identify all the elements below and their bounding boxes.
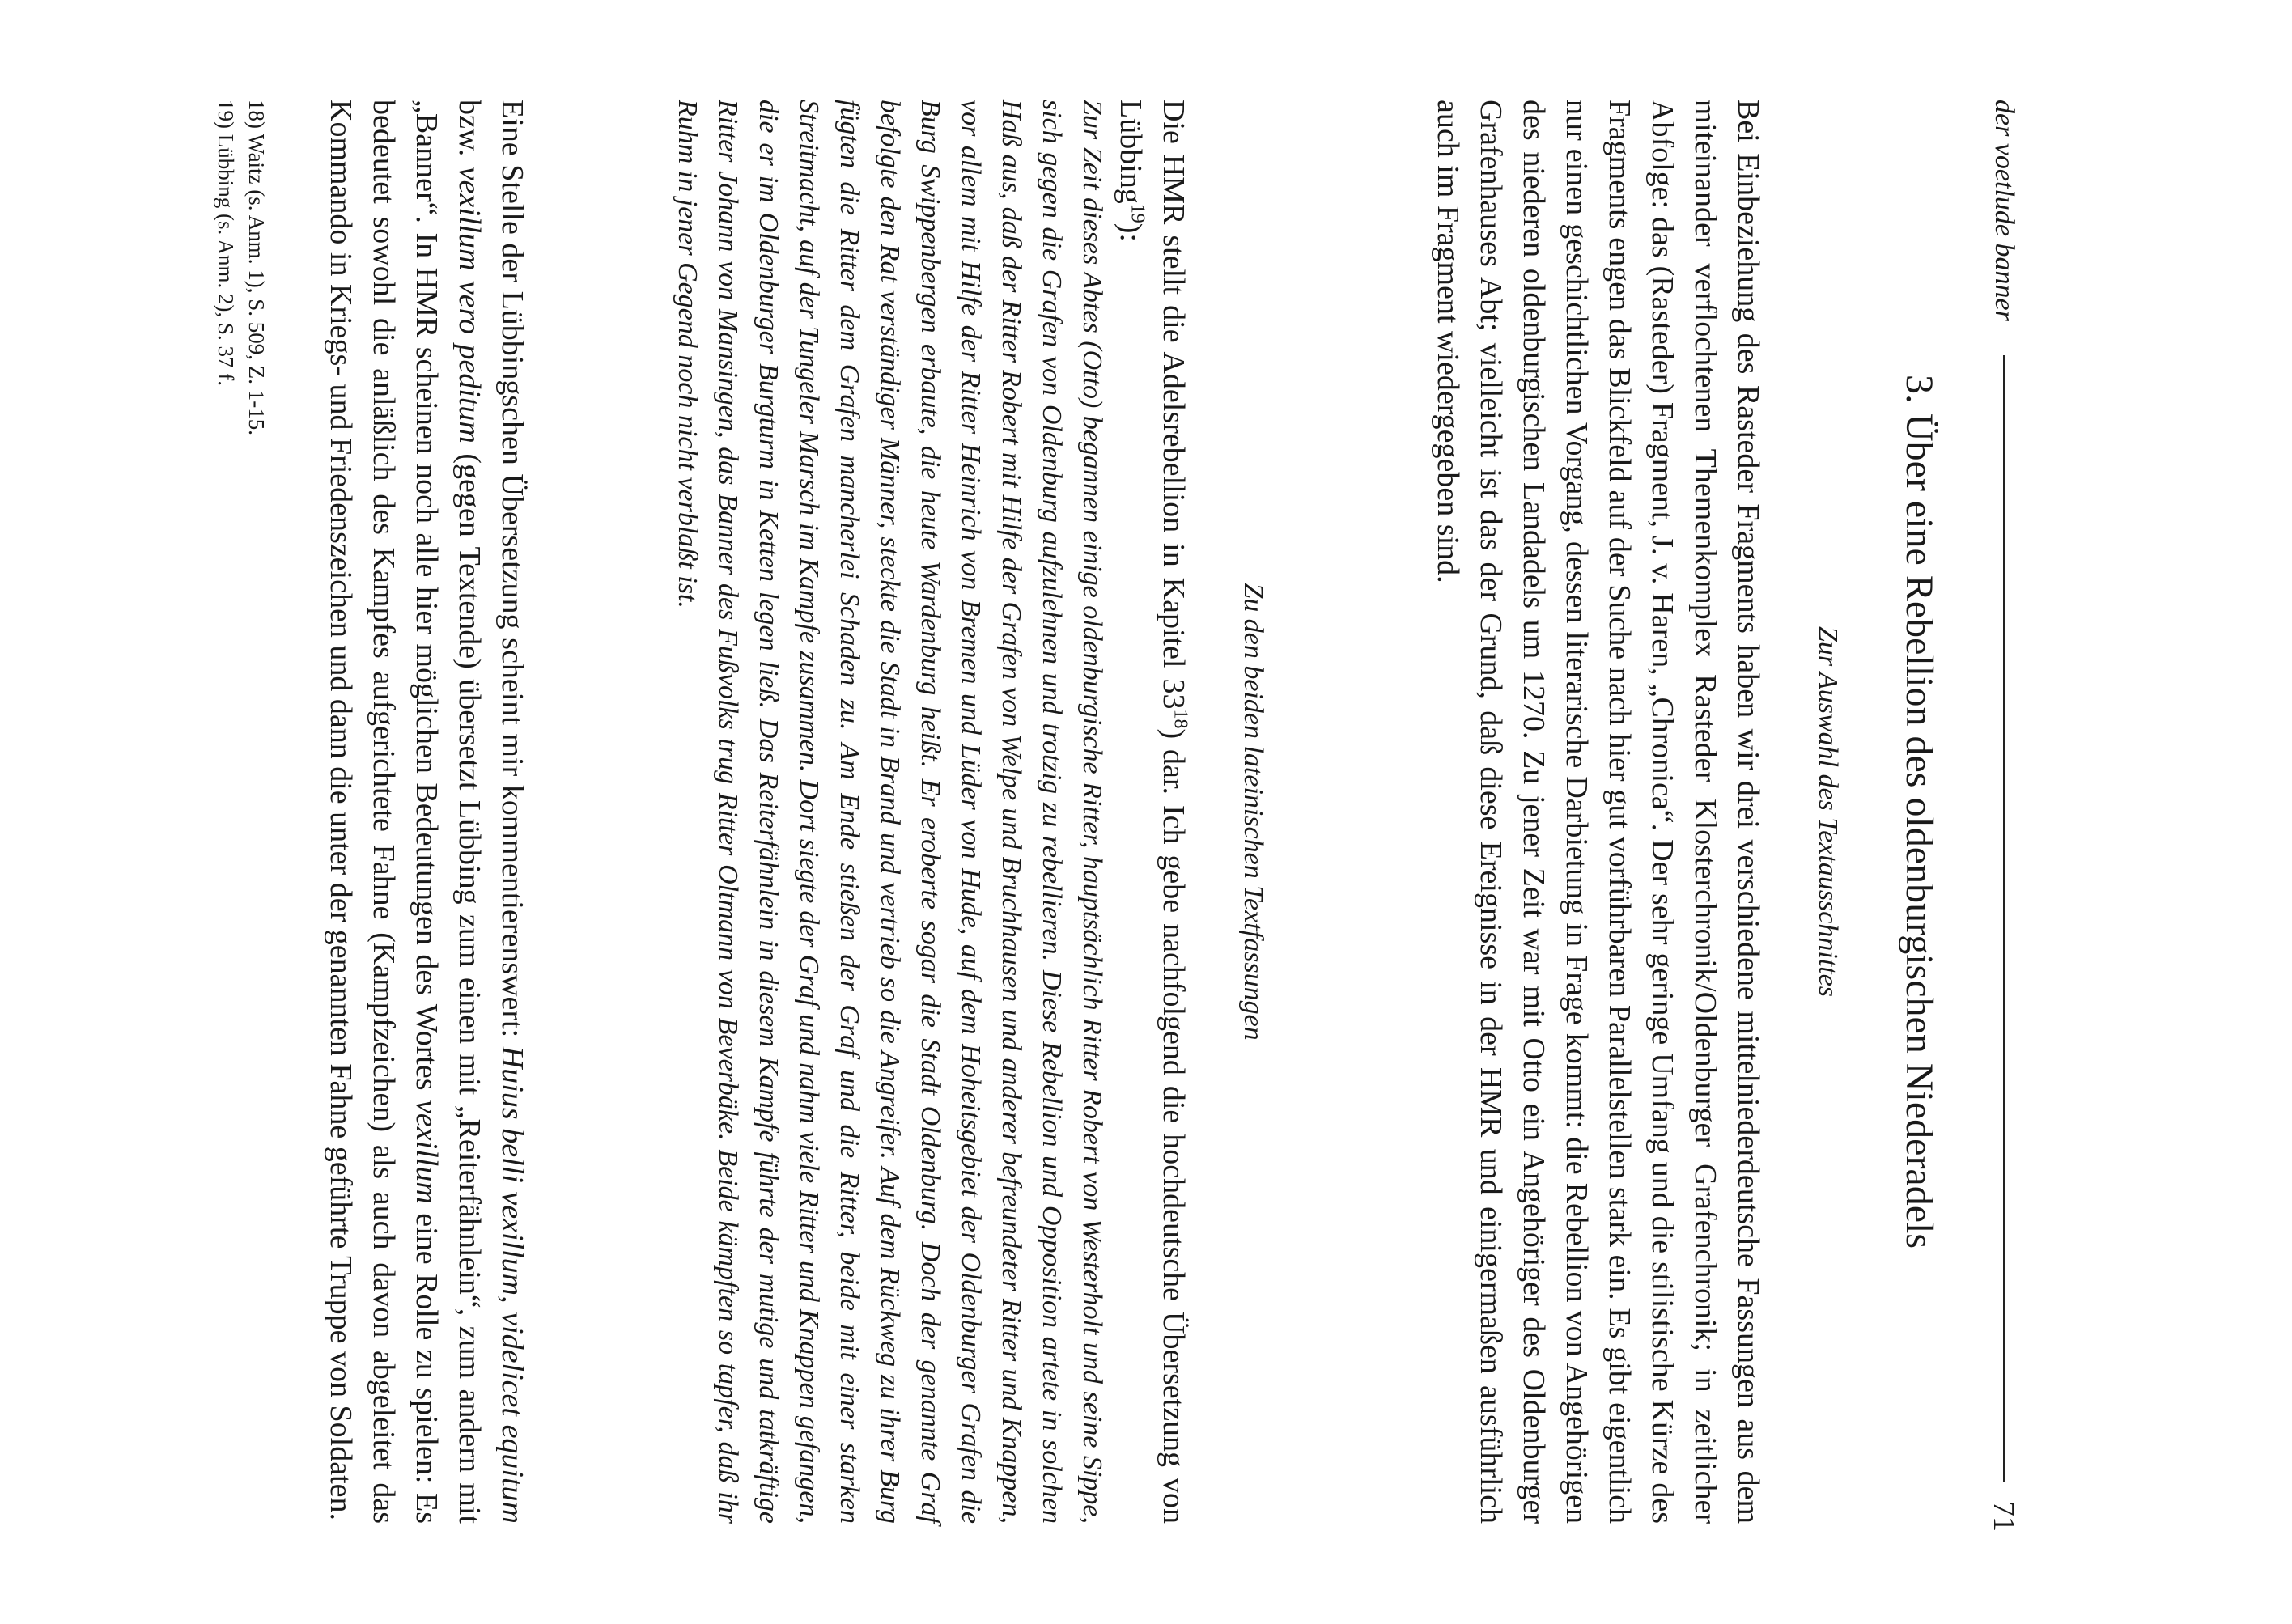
- commentary-text-4: eine Rolle zu spielen: Es bedeutet sowohl die anläßlich des Kampfes aufgerichtete Fahne (Kampfzeichen) als auch davon abgeleitet das Kommando in Kriegs- und Friedenszeichen und dann die unter der genannten Fahne geführte Truppe von Soldaten.: [324, 100, 444, 1524]
- commentary-latin-1: Huius belli vexillum, videlicet equitum: [495, 1045, 529, 1524]
- rotated-book-page: [142, 91, 2150, 1532]
- section-heading: 3. Über eine Rebellion des oldenburgischen Niederadels: [1898, 374, 1941, 1249]
- running-head-rule: [2003, 355, 2005, 1482]
- running-head-title: der voetlude banner: [1989, 100, 2019, 321]
- commentary-latin-2: vexillum vero peditum: [452, 166, 486, 443]
- subheading-text-selection: Zur Auswahl des Textausschnittes: [1813, 625, 1843, 998]
- paragraph-hmr-intro-text-a: Die HMR stellt die Adelsrebellion in Kapitel 33: [1157, 100, 1191, 710]
- running-head: [1980, 100, 2028, 1532]
- paragraph-translation-quote: Zur Zeit dieses Abtes (Otto) begannen einige oldenburgische Ritter, hauptsächlich Ritter Robert von Westerholt und seine Sippe, sich gegen die Grafen von Oldenburg aufzulehnen und trotzig zu rebellieren. Diese Rebellion und Opposition artete in solchen Haß aus, daß der Ritter Robert mit Hilfe der Grafen von Welpe und Bruchhausen und anderer befreundeter Ritter und Knappen, vor allem mit Hilfe der Ritter Heinrich von Bremen und Lüder von Hude, auf dem Hoheitsgebiet der Oldenburger Grafen die Burg Swippenbergen erbaute, die heute Wardenburg heißt. Er eroberte sogar die Stadt Oldenburg. Doch der genannte Graf befolgte den Rat verständiger Männer, steckte die Stadt in Brand und vertrieb so die Angreifer. Auf dem Rückweg zu ihrer Burg fügten die Ritter dem Grafen mancherlei Schaden zu. Am Ende stießen der Graf und die Ritter, beide mit einer starken Streitmacht, auf der Tungeler Marsch im Kampfe zusammen. Dort siegte der Graf und nahm viele Ritter und Knappen gefangen, die er im Oldenburger Burgturm in Ketten legen ließ. Das Reiterfähnlein in diesem Kampfe führte der mutige und tatkräftige Ritter Johann von Mansingen, das Banner des Fußvolks trug Ritter Oltmann von Beverbäke. Beide kämpften so tapfer, daß ihr Ruhm in jener Gegend noch nicht verblaßt ist.: [673, 100, 1107, 1524]
- paragraph-hmr-intro-text-c: ):: [1114, 223, 1148, 242]
- paragraph-vexillum-commentary: [319, 100, 533, 1524]
- page-number: 71: [1987, 1501, 2021, 1532]
- footnotes: [210, 100, 272, 1532]
- commentary-text-3: (gegen Textende) übersetzt Lübbing zum einen mit „Reiterfähnlein“, zum andern mit „Banner“. In HMR scheinen noch alle hier möglichen Bedeutungen des Wortes: [410, 100, 486, 1524]
- commentary-latin-3: vexillum: [410, 1100, 444, 1204]
- footnote-ref-18: 18: [1169, 709, 1191, 729]
- commentary-text-2: bzw.: [452, 100, 486, 167]
- footnote-ref-19: 19: [1127, 203, 1148, 223]
- subheading-latin-versions: Zu den beiden lateinischen Textfassungen: [1238, 583, 1268, 1041]
- paragraph-hmr-intro: [1109, 100, 1195, 1524]
- paragraph-hmr-intro-text-b: ) dar. Ich gebe nachfolgend die hochdeutsche Übersetzung von Lübbing: [1114, 100, 1191, 1524]
- paragraph-fragment-intro: Bei Einbeziehung des Rasteder Fragments haben wir drei verschiedene mittelniederdeutsche Fassungen aus dem miteinander verflochtenen Themenkomplex Rasteder Klosterchronik/Oldenburger Grafenchronik; in zeitlicher Abfolge: das (Rasteder) Fragment, J. v. Haren, „Chronica“. Der sehr geringe Umfang und die stilistische Kürze des Fragments engen das Blickfeld auf der Suche nach hier gut vorführbaren Parallelstellen stark ein. Es gibt eigentlich nur einen geschichtlichen Vorgang, dessen literarische Darbietung in Frage kommt: die Rebellion von Angehörigen des niederen oldenburgischen Landadels um 1270. Zu jener Zeit war mit Otto ein Angehöriger des Oldenburger Grafenhauses Abt; vielleicht ist das der Grund, daß diese Ereignisse in der HMR und einigermaßen ausführlich auch im Fragment wiedergegeben sind.: [1431, 100, 1765, 1524]
- footnote-18: 18) Waitz (s. Anm. 1), S. 509, Z. 1-15.: [244, 100, 269, 436]
- commentary-text-1: Eine Stelle der Lübbingschen Übersetzung scheint mir kommentierenswert:: [495, 100, 529, 1046]
- footnote-19: 19) Lübbing (s. Anm. 2), S. 37 f.: [214, 100, 238, 386]
